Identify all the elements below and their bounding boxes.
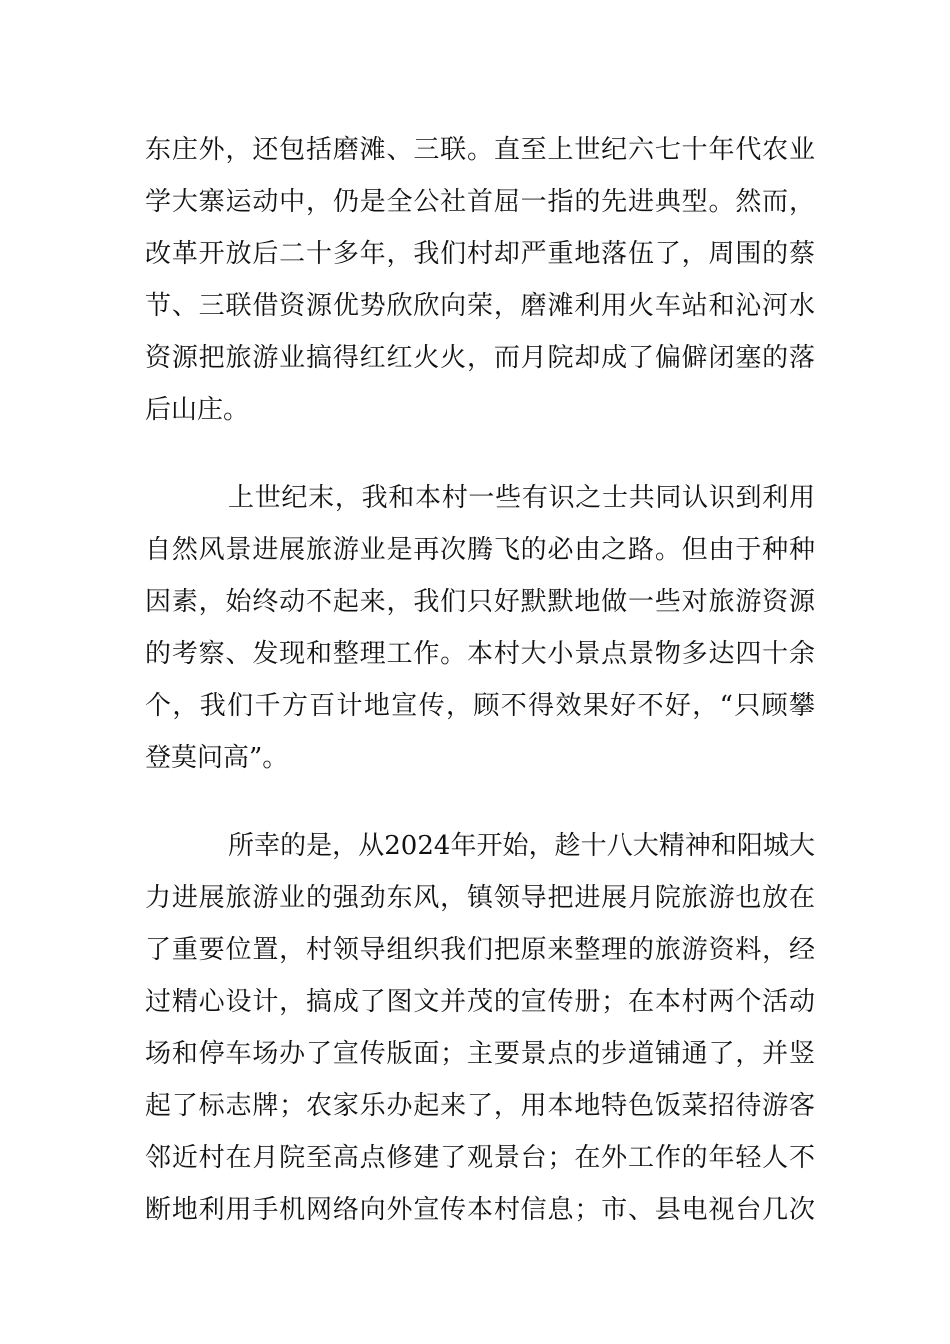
paragraph-1-line-2: 学大寨运动中，仍是全公社首屈一指的先进典型。然而，: [145, 187, 815, 217]
paragraph-3-line-5: 场和停车场办了宣传版面；主要景点的步道铺通了，并竖: [145, 1039, 815, 1069]
paragraph-3-line-4: 过精心设计，搞成了图文并茂的宣传册；在本村两个活动: [145, 987, 815, 1017]
paragraph-2-line-1: 上世纪末，我和本村一些有识之士共同认识到利用: [228, 483, 815, 513]
paragraph-1-line-1: 东庄外，还包括磨滩、三联。直至上世纪六七十年代农业: [145, 135, 815, 165]
paragraph-3-line-7: 邻近村在月院至高点修建了观景台；在外工作的年轻人不: [145, 1143, 815, 1173]
paragraph-2-line-3: 因素，始终动不起来，我们只好默默地做一些对旅游资源: [145, 587, 815, 617]
paragraph-1-line-3: 改革开放后二十多年，我们村却严重地落伍了，周围的蔡: [145, 239, 815, 269]
paragraph-1-line-4: 节、三联借资源优势欣欣向荣，磨滩利用火车站和沁河水: [145, 291, 815, 321]
paragraph-2-line-5: 个，我们千方百计地宣传，顾不得效果好不好，“只顾攀: [145, 691, 815, 721]
paragraph-3-line-3: 了重要位置，村领导组织我们把原来整理的旅游资料，经: [145, 935, 815, 965]
paragraph-2-line-6: 登莫问高”。: [145, 743, 289, 773]
paragraph-3-line-2: 力进展旅游业的强劲东风，镇领导把进展月院旅游也放在: [145, 883, 815, 913]
paragraph-3-line-1: 所幸的是，从2024年开始，趁十八大精神和阳城大: [228, 831, 815, 861]
paragraph-2-line-4: 的考察、发现和整理工作。本村大小景点景物多达四十余: [145, 639, 815, 669]
paragraph-1-line-5: 资源把旅游业搞得红红火火，而月院却成了偏僻闭塞的落: [145, 343, 815, 373]
paragraph-3-line-6: 起了标志牌；农家乐办起来了，用本地特色饭菜招待游客: [145, 1091, 815, 1121]
paragraph-3-line-8: 断地利用手机网络向外宣传本村信息；市、县电视台几次: [145, 1195, 815, 1225]
paragraph-2-line-2: 自然风景进展旅游业是再次腾飞的必由之路。但由于种种: [145, 535, 815, 565]
paragraph-1-line-6: 后山庄。: [145, 395, 250, 425]
